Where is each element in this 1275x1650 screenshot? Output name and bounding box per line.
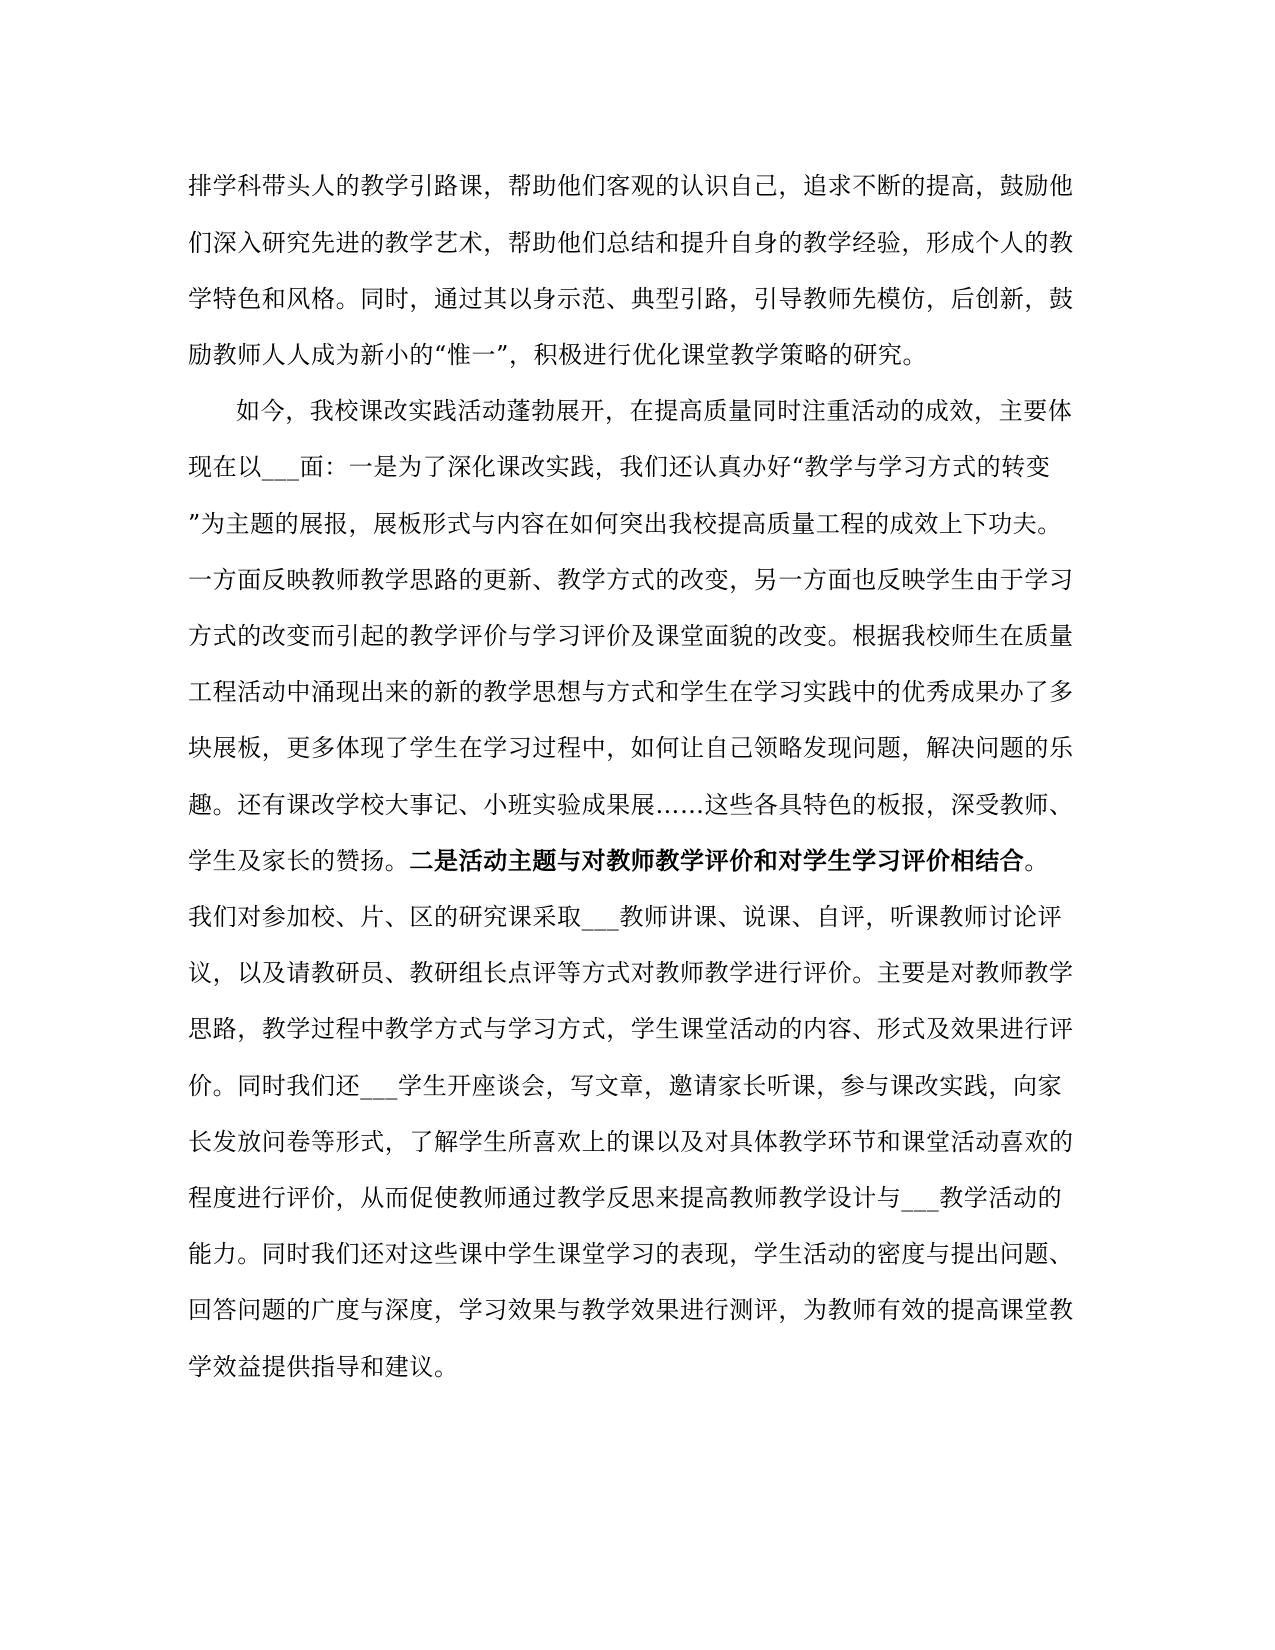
text-line-8: 一方面反映教师教学思路的更新、教学方式的改变，另一方面也反映学生由于学习 <box>188 566 1074 594</box>
text-line-19: 程度进行评价，从而促使教师通过教学反思来提高教师教学设计与___教学活动的 <box>188 1184 1063 1212</box>
text-line-18: 长发放问卷等形式，了解学生所喜欢上的课以及对具体教学环节和课堂活动喜欢的 <box>188 1128 1074 1156</box>
text-line-4: 励教师人人成为新小的“惟一”，积极进行优化课堂教学策略的研究。 <box>188 341 928 369</box>
text-line-22: 学效益提供指导和建议。 <box>188 1353 459 1381</box>
text-line-2: 们深入研究先进的教学艺术，帮助他们总结和提升自身的教学经验，形成个人的教 <box>188 229 1074 257</box>
text-line-17: 价。同时我们还___学生开座谈会，写文章，邀请家长听课，参与课改实践，向家 <box>188 1072 1063 1100</box>
text-line-9: 方式的改变而引起的教学评价与学习评价及课堂面貌的改变。根据我校师生在质量 <box>188 622 1074 650</box>
text-segment: 学生及家长的赞扬。 <box>188 847 410 875</box>
text-line-3: 学特色和风格。同时，通过其以身示范、典型引路，引导教师先模仿，后创新，鼓 <box>188 285 1074 313</box>
text-segment-end: 。 <box>1024 847 1050 875</box>
text-line-13 <box>188 841 1088 881</box>
text-line-16: 思路，教学过程中教学方式与学习方式，学生课堂活动的内容、形式及效果进行评 <box>188 1015 1074 1043</box>
paragraph-start-line: 如今，我校课改实践活动蓬勃展开，在提高质量同时注重活动的成效，主要体 <box>236 397 1073 425</box>
text-line-10: 工程活动中涌现出来的新的教学思想与方式和学生在学习实践中的优秀成果办了多 <box>188 678 1074 706</box>
text-line-1: 排学科带头人的教学引路课，帮助他们客观的认识自己，追求不断的提高，鼓励他 <box>188 172 1074 200</box>
text-line-12: 趣。还有课改学校大事记、小班实验成果展……这些各具特色的板报，深受教师、 <box>188 791 1074 819</box>
text-line-11: 块展板，更多体现了学生在学习过程中，如何让自己领略发现问题，解决问题的乐 <box>188 734 1074 762</box>
text-line-14: 我们对参加校、片、区的研究课采取___教师讲课、说课、自评，听课教师讨论评 <box>188 903 1063 931</box>
text-line-6: 现在以___面：一是为了深化课改实践，我们还认真办好“教学与学习方式的转变 <box>188 453 1051 481</box>
text-line-15: 议，以及请教研员、教研组长点评等方式对教师教学进行评价。主要是对教师教学 <box>188 959 1074 987</box>
text-line-21: 回答问题的广度与深度，学习效果与教学效果进行测评，为教师有效的提高课堂教 <box>188 1296 1074 1324</box>
text-line-7: ”为主题的展报，展板形式与内容在如何突出我校提高质量工程的成效上下功夫。 <box>188 510 1062 538</box>
bold-highlight-text: 二是活动主题与对教师教学评价和对学生学习评价相结合 <box>409 846 1025 875</box>
text-line-20: 能力。同时我们还对这些课中学生课堂学习的表现，学生活动的密度与提出问题、 <box>188 1240 1074 1268</box>
